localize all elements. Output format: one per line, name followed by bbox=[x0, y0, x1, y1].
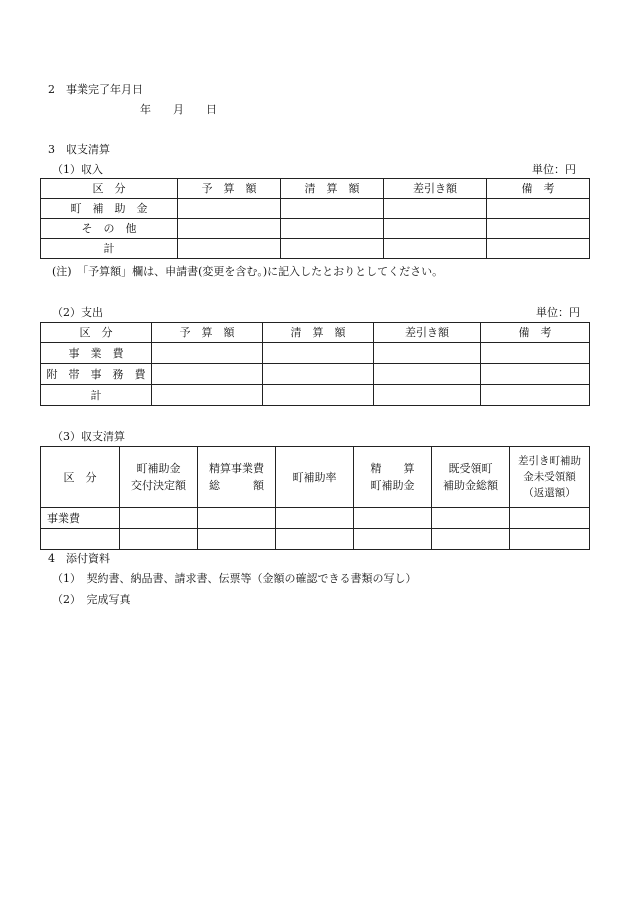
expense-cell[interactable] bbox=[374, 343, 481, 364]
income-cell[interactable] bbox=[384, 199, 487, 219]
expense-row-project-cost bbox=[41, 343, 590, 364]
expense-row-label: 事 業 費 bbox=[41, 343, 152, 364]
income-cell[interactable] bbox=[487, 199, 590, 219]
income-cell[interactable] bbox=[281, 219, 384, 239]
expense-cell[interactable] bbox=[481, 385, 590, 406]
settlement-cell[interactable] bbox=[198, 529, 276, 550]
expense-cell[interactable] bbox=[481, 343, 590, 364]
expense-col-remarks: 備 考 bbox=[481, 323, 590, 343]
income-cell[interactable] bbox=[281, 239, 384, 259]
completion-date-line: 年 月 日 bbox=[140, 103, 217, 116]
income-row-label: そ の 他 bbox=[41, 219, 178, 239]
settlement-row-label: 事業費 bbox=[41, 508, 120, 529]
income-cell[interactable] bbox=[487, 219, 590, 239]
income-col-budget: 予 算 額 bbox=[178, 179, 281, 199]
expense-col-settled: 清 算 額 bbox=[263, 323, 374, 343]
settlement-col-approved-amount: 町補助金 交付決定額 bbox=[120, 447, 198, 508]
settlement-cell[interactable] bbox=[354, 529, 432, 550]
income-cell[interactable] bbox=[178, 239, 281, 259]
expense-cell[interactable] bbox=[263, 343, 374, 364]
settlement-row-label bbox=[41, 529, 120, 550]
settlement-cell[interactable] bbox=[198, 508, 276, 529]
settlement-header-row bbox=[41, 447, 590, 508]
expense-table bbox=[40, 322, 590, 406]
income-col-category: 区 分 bbox=[41, 179, 178, 199]
expense-row-label: 計 bbox=[41, 385, 152, 406]
expense-row-label: 附 帯 事 務 費 bbox=[41, 364, 152, 385]
settlement-col-unreceived-amount: 差引き町補助 金未受領額 （返還額） bbox=[510, 447, 590, 508]
income-cell[interactable] bbox=[178, 219, 281, 239]
expense-cell[interactable] bbox=[263, 385, 374, 406]
expense-title: （2）支出 bbox=[52, 306, 103, 319]
settlement-col-category: 区 分 bbox=[41, 447, 120, 508]
settlement-col-subsidy-rate: 町補助率 bbox=[276, 447, 354, 508]
expense-cell[interactable] bbox=[152, 343, 263, 364]
income-cell[interactable] bbox=[384, 219, 487, 239]
settlement-title: （3）収支清算 bbox=[52, 430, 125, 443]
settlement-col-settled-subsidy: 精 算 町補助金 bbox=[354, 447, 432, 508]
expense-cell[interactable] bbox=[374, 385, 481, 406]
expense-cell[interactable] bbox=[152, 385, 263, 406]
settlement-cell[interactable] bbox=[432, 529, 510, 550]
settlement-row-project-cost bbox=[41, 508, 590, 529]
income-row-total bbox=[41, 239, 590, 259]
settlement-cell[interactable] bbox=[354, 508, 432, 529]
expense-row-total bbox=[41, 385, 590, 406]
expense-col-difference: 差引き額 bbox=[374, 323, 481, 343]
expense-cell[interactable] bbox=[263, 364, 374, 385]
income-row-label: 計 bbox=[41, 239, 178, 259]
settlement-cell[interactable] bbox=[510, 529, 590, 550]
section3-heading: 3 収支清算 bbox=[48, 143, 110, 156]
settlement-table bbox=[40, 446, 590, 550]
income-cell[interactable] bbox=[281, 199, 384, 219]
expense-header-row bbox=[41, 323, 590, 343]
section4-heading: 4 添付資料 bbox=[48, 552, 110, 565]
attachment-item-1: （1） 契約書、納品書、請求書、伝票等（金額の確認できる書類の写し） bbox=[52, 572, 417, 585]
income-row-town-subsidy bbox=[41, 199, 590, 219]
expense-row-admin-cost bbox=[41, 364, 590, 385]
expense-cell[interactable] bbox=[152, 364, 263, 385]
settlement-cell[interactable] bbox=[510, 508, 590, 529]
income-row-label: 町 補 助 金 bbox=[41, 199, 178, 219]
settlement-cell[interactable] bbox=[120, 508, 198, 529]
settlement-cell[interactable] bbox=[432, 508, 510, 529]
income-col-remarks: 備 考 bbox=[487, 179, 590, 199]
settlement-col-total-project-cost: 精算事業費 総 額 bbox=[198, 447, 276, 508]
settlement-cell[interactable] bbox=[120, 529, 198, 550]
expense-col-category: 区 分 bbox=[41, 323, 152, 343]
section2-heading: 2 事業完了年月日 bbox=[48, 83, 143, 96]
income-cell[interactable] bbox=[384, 239, 487, 259]
settlement-cell[interactable] bbox=[276, 529, 354, 550]
settlement-col-received-total: 既受領町 補助金総額 bbox=[432, 447, 510, 508]
income-unit: 単位：円 bbox=[532, 163, 576, 176]
income-note: (注) 「予算額」欄は、申請書(変更を含む。)に記入したとおりとしてください。 bbox=[52, 265, 444, 278]
income-title: （1）収入 bbox=[52, 163, 103, 176]
income-cell[interactable] bbox=[487, 239, 590, 259]
settlement-row-blank bbox=[41, 529, 590, 550]
income-table bbox=[40, 178, 590, 259]
expense-cell[interactable] bbox=[481, 364, 590, 385]
settlement-cell[interactable] bbox=[276, 508, 354, 529]
income-col-settled: 清 算 額 bbox=[281, 179, 384, 199]
attachment-item-2: （2） 完成写真 bbox=[52, 593, 131, 606]
income-header-row bbox=[41, 179, 590, 199]
expense-col-budget: 予 算 額 bbox=[152, 323, 263, 343]
income-cell[interactable] bbox=[178, 199, 281, 219]
income-col-difference: 差引き額 bbox=[384, 179, 487, 199]
expense-unit: 単位：円 bbox=[536, 306, 580, 319]
income-row-other bbox=[41, 219, 590, 239]
expense-cell[interactable] bbox=[374, 364, 481, 385]
